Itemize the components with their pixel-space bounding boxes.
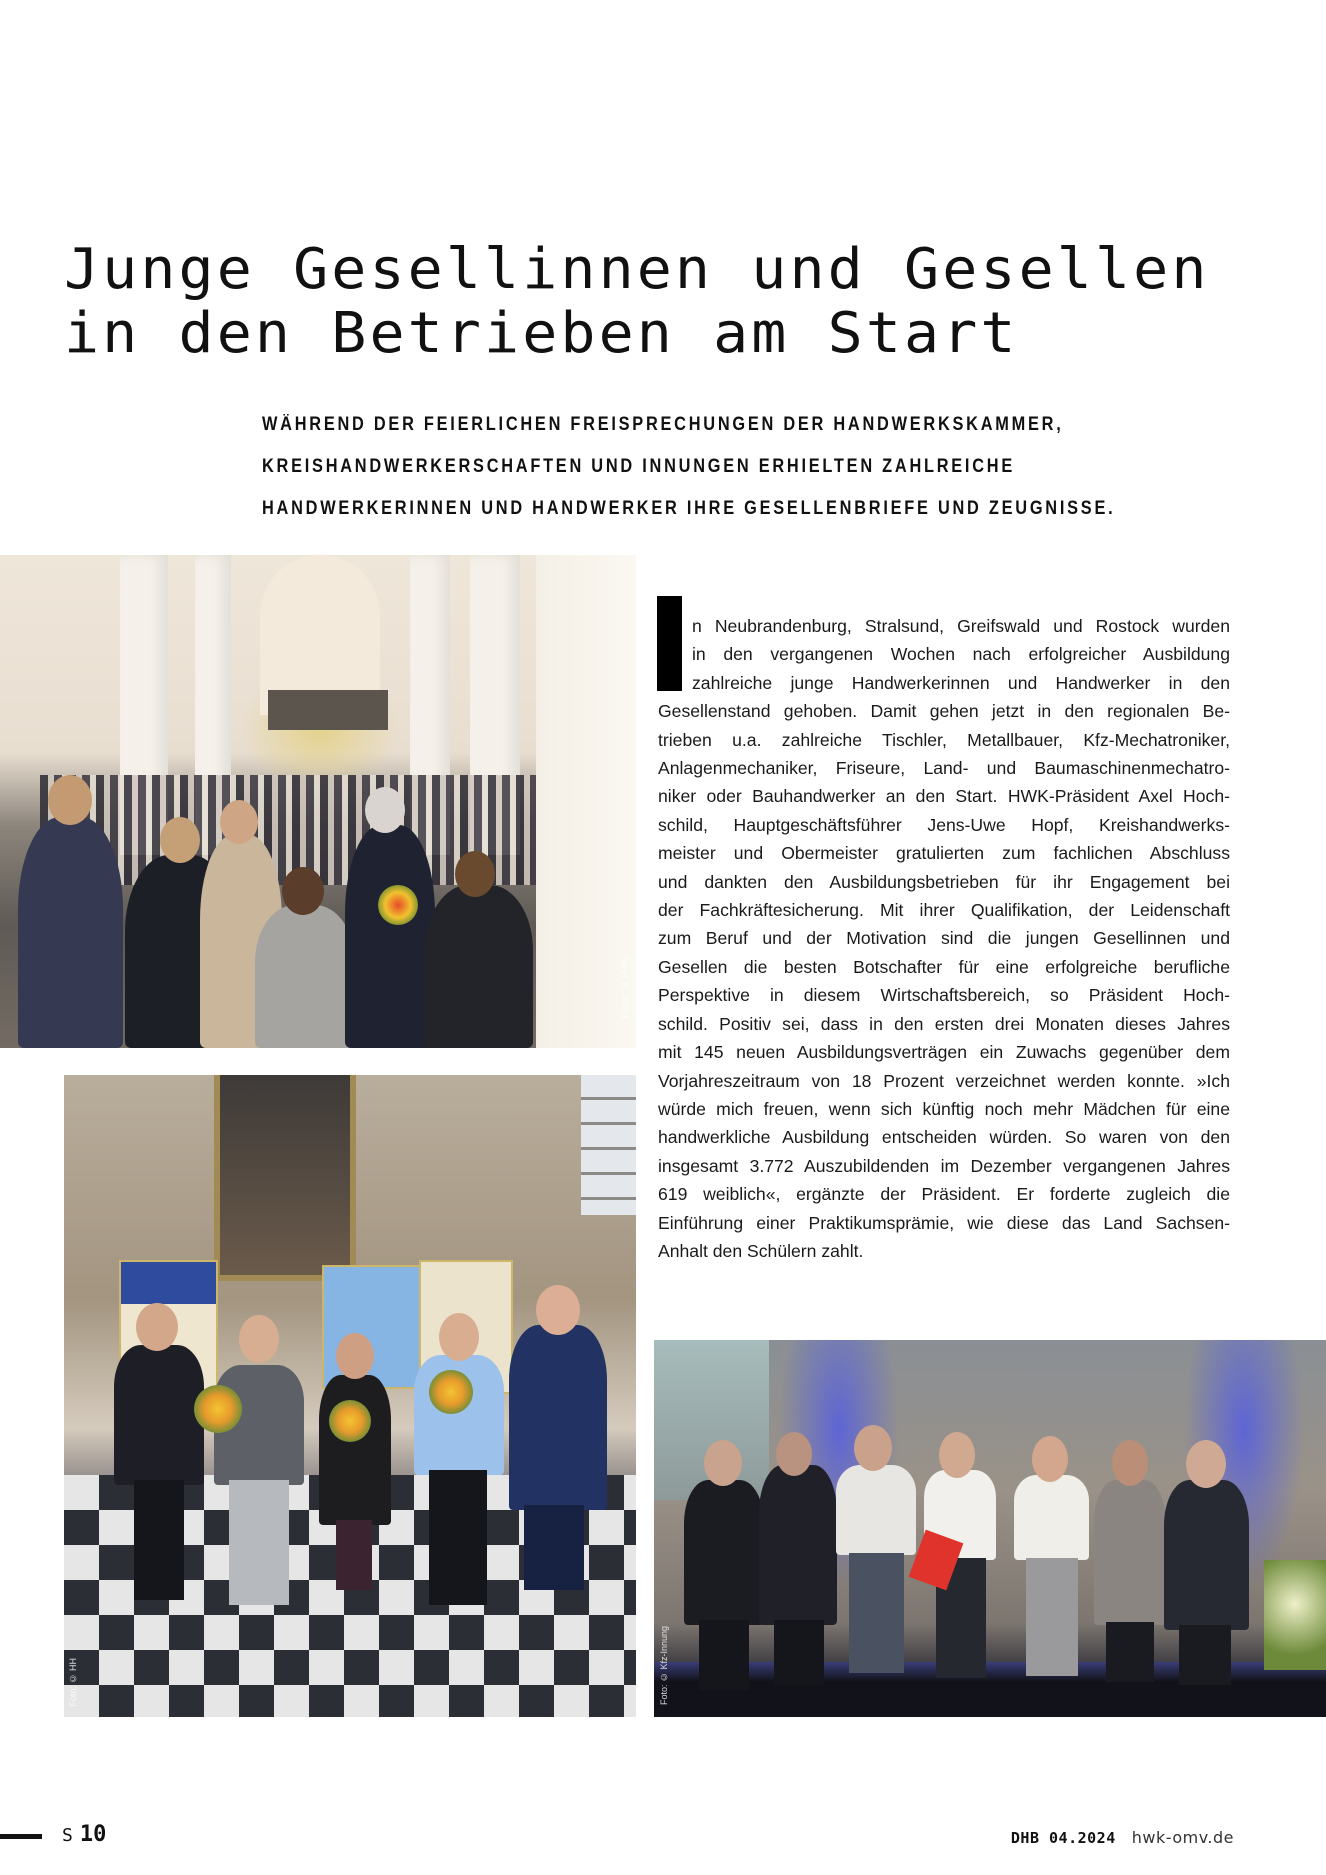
body-line: und dankten den Ausbildungsbetrieben für ihr Engagement bei <box>658 871 1230 892</box>
page-number-value: 10 <box>79 1822 107 1847</box>
person-head <box>336 1333 374 1379</box>
body-line: trieben u.a. zahlreiche Tischler, Metallbauer, Kfz-Mechatroniker, <box>658 729 1230 750</box>
person-head <box>439 1313 479 1361</box>
person-legs <box>524 1505 584 1590</box>
website-link[interactable]: hwk-omv.de <box>1131 1828 1234 1847</box>
flower-bouquet <box>329 1400 371 1442</box>
body-line: Vorjahreszeitraum von 18 Prozent verzeichnet werden konnte. »Ich <box>658 1070 1230 1091</box>
person <box>684 1480 764 1625</box>
person-head <box>239 1315 279 1363</box>
organ-loft <box>268 690 388 730</box>
body-line: 619 weiblich«, ergänzte der Präsident. Er forderte zugleich die <box>658 1184 1230 1205</box>
person-legs <box>1179 1625 1231 1685</box>
body-line: meister und Obermeister gratulierten zum fachlichen Abschluss <box>658 843 1230 864</box>
church-window <box>581 1075 636 1215</box>
footer-rule <box>0 1834 42 1839</box>
person-head <box>1186 1440 1226 1488</box>
body-line: schild, Hauptgeschäftsführer Jens-Uwe Hopf, Kreishandwerks- <box>658 814 1230 835</box>
title-line-1: Junge Gesellinnen und Gesellen <box>64 237 1210 302</box>
photo-credit: Foto: © HH <box>68 1658 78 1707</box>
photo-credit: Foto: © Kfz-Innung <box>659 1625 669 1705</box>
person <box>345 825 435 1048</box>
page-number <box>62 1822 106 1847</box>
body-line: Einführung einer Praktikumsprämie, wie diese das Land Sachsen- <box>658 1212 1230 1233</box>
person-head <box>1112 1440 1148 1486</box>
person-head <box>536 1285 580 1335</box>
person-head <box>1032 1436 1068 1482</box>
altar-painting <box>214 1075 356 1281</box>
person-head <box>704 1440 742 1486</box>
person-legs <box>1026 1558 1078 1676</box>
body-line: der Fachkräftesicherung. Mit ihrer Qualifikation, der Leidenschaft <box>658 900 1230 921</box>
title-line-2: in den Betrieben am Start <box>64 301 1019 366</box>
person <box>1014 1475 1089 1560</box>
body-line: Anlagenmechaniker, Friseure, Land- und Baumaschinenmechatro- <box>658 758 1230 779</box>
person <box>759 1465 837 1625</box>
drop-cap <box>657 596 682 691</box>
body-line: Gesellenstand gehoben. Damit gehen jetzt in den regionalen Be- <box>658 701 1230 722</box>
person-head <box>854 1425 892 1471</box>
person-legs <box>134 1480 184 1600</box>
person <box>255 905 355 1048</box>
person-head <box>365 787 405 833</box>
person <box>425 885 533 1048</box>
body-line: schild. Positiv sei, dass in den ersten drei Monaten dieses Jahres <box>658 1013 1230 1034</box>
person-head <box>776 1432 812 1476</box>
body-line: Gesellen die besten Botschafter für eine erfolgreiche berufliche <box>658 956 1230 977</box>
person-legs <box>429 1470 487 1605</box>
person <box>836 1465 916 1555</box>
person-legs <box>849 1553 904 1673</box>
issue-label: DHB 04.2024 <box>1010 1829 1116 1847</box>
person-head <box>48 775 92 825</box>
body-line: in den vergangenen Wochen nach erfolgreicher Ausbildung <box>692 644 1230 665</box>
article-body <box>658 612 1230 1265</box>
flower-bouquet <box>429 1370 473 1414</box>
body-line: niker oder Bauhandwerker an den Start. HWK-Präsident Axel Hoch- <box>658 786 1230 807</box>
stage-group-photo <box>654 1340 1326 1717</box>
person <box>114 1345 204 1485</box>
body-line: zahlreiche junge Handwerkerinnen und Handwerker in den <box>692 672 1230 693</box>
body-line: würde mich freuen, wenn sich künftig noch mehr Mädchen für eine <box>658 1098 1230 1119</box>
person-head <box>220 800 258 844</box>
body-line: handwerkliche Ausbildung entscheiden würden. So waren von den <box>658 1127 1230 1148</box>
altar-group-photo <box>64 1075 636 1717</box>
body-line: Anhalt den Schülern zahlt. <box>658 1240 864 1261</box>
person-legs <box>229 1480 289 1605</box>
person <box>319 1375 391 1525</box>
person-legs <box>774 1620 824 1685</box>
body-line: Perspektive in diesem Wirtschaftsbereich, so Präsident Hoch- <box>658 985 1230 1006</box>
article-title <box>64 238 1312 366</box>
person-head <box>282 867 324 915</box>
lead-line-1: WÄHREND DER FEIERLICHEN FREISPRECHUNGEN DER HANDWERKSKAMMER, <box>262 414 1064 435</box>
person-head <box>455 851 495 897</box>
person <box>1164 1480 1249 1630</box>
body-line: mit 145 neuen Ausbildungsverträgen ein Zuwachs gegenüber dem <box>658 1042 1230 1063</box>
person-legs <box>1106 1622 1154 1682</box>
plant <box>1264 1560 1326 1670</box>
footer-meta <box>1011 1828 1234 1847</box>
person-head <box>160 817 200 863</box>
person <box>509 1325 607 1510</box>
body-line: zum Beruf und der Motivation sind die jungen Gesellinnen und <box>658 928 1230 949</box>
person-legs <box>699 1620 749 1690</box>
lead-line-2: KREISHANDWERKERSCHAFTEN UND INNUNGEN ERHIELTEN ZAHLREICHE <box>262 456 1015 477</box>
person-legs <box>336 1520 372 1590</box>
person-head <box>136 1303 178 1351</box>
article-lead <box>262 404 1116 530</box>
page-prefix: S <box>62 1825 74 1846</box>
body-line: n Neubrandenburg, Stralsund, Greifswald und Rostock wurden <box>692 616 1230 636</box>
church-ceremony-photo <box>0 555 636 1048</box>
person-head <box>939 1432 975 1478</box>
guild-banner <box>322 1265 421 1389</box>
lead-line-3: HANDWERKERINNEN UND HANDWERKER IHRE GESELLENBRIEFE UND ZEUGNISSE. <box>262 498 1116 519</box>
person <box>1094 1480 1166 1625</box>
body-line: insgesamt 3.772 Auszubildenden im Dezember vergangenen Jahres <box>658 1155 1230 1176</box>
photo-credit: Fotos: © HWK <box>620 956 630 1018</box>
person <box>18 817 123 1048</box>
flower-bouquet <box>378 885 418 925</box>
flower-bouquet <box>194 1385 242 1433</box>
